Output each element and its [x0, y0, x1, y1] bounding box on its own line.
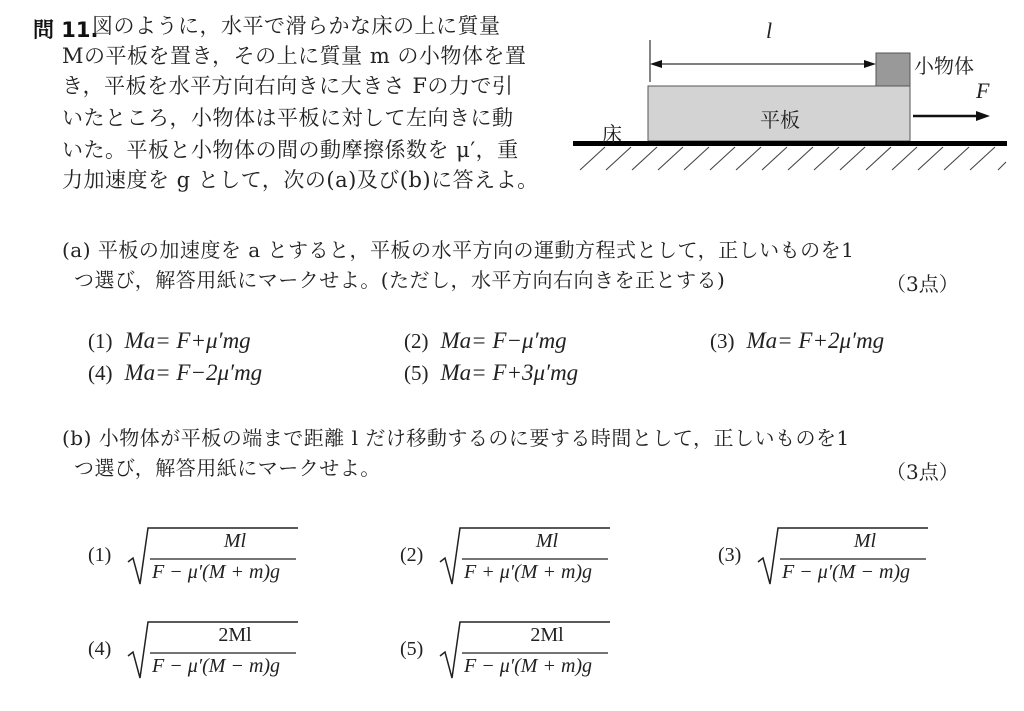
part-a-line-2: つ選び，解答用紙にマークせよ。(ただし，水平方向右向きを正とする): [74, 268, 726, 292]
choice-number: (4): [88, 638, 112, 660]
part-a-choice-2[interactable]: [404, 328, 567, 354]
choice-equation: Ma= F+3μ′mg: [440, 360, 579, 385]
choice-equation: Ma= F−μ′mg: [440, 328, 567, 353]
force-label: F: [976, 78, 990, 103]
choice-number: (2): [404, 329, 429, 353]
fraction-numerator: 2Ml: [530, 624, 564, 646]
part-b-choice-5[interactable]: [400, 618, 630, 688]
fraction-denominator: F − μ′(M + m)g: [152, 561, 281, 583]
floor-label: 床: [602, 122, 622, 146]
board-label: 平板: [760, 108, 800, 132]
part-b-line-1: (b) 小物体が平板の端まで距離 l だけ移動するのに要する時間として，正しいものを1: [62, 426, 850, 450]
choice-number: (1): [88, 329, 113, 353]
part-b-line-2: つ選び，解答用紙にマークせよ。: [74, 456, 381, 480]
intro-line-1: 図のように，水平で滑らかな床の上に質量: [92, 14, 501, 38]
part-a-points: （3点）: [886, 272, 959, 296]
intro-line-5: いた。平板と小物体の間の動摩擦係数を μ′，重: [62, 138, 519, 162]
diagram-drawing: [570, 10, 1020, 190]
intro-line-2: Mの平板を置き，その上に質量 m の小物体を置: [62, 44, 527, 68]
fraction-denominator: F − μ′(M − m)g: [782, 561, 911, 583]
fraction-numerator: 2Ml: [218, 624, 252, 646]
part-a-choice-5[interactable]: [404, 360, 578, 386]
question-number: 問 11.: [33, 18, 99, 42]
choice-number: (3): [710, 329, 735, 353]
choice-equation: Ma= F−2μ′mg: [124, 360, 263, 385]
part-b-points: （3点）: [886, 460, 959, 484]
fraction-numerator: Ml: [853, 530, 877, 552]
choice-number: (1): [88, 544, 112, 566]
fraction-numerator: Ml: [535, 530, 559, 552]
part-b-choice-1[interactable]: [88, 524, 318, 594]
part-a-line-1: (a) 平板の加速度を a とすると，平板の水平方向の運動方程式として，正しいものを1: [62, 238, 855, 262]
choice-number: (5): [404, 361, 429, 385]
fraction-denominator: F − μ′(M + m)g: [464, 655, 593, 677]
length-label: l: [766, 18, 773, 43]
choice-number: (2): [400, 544, 424, 566]
fraction-denominator: F + μ′(M + m)g: [464, 561, 593, 583]
choice-number: (4): [88, 361, 113, 385]
part-b-choice-4[interactable]: [88, 618, 318, 688]
small-block-label: 小物体: [914, 54, 974, 78]
physics-diagram: [570, 10, 1020, 190]
fraction-numerator: Ml: [223, 530, 247, 552]
part-b-choice-3[interactable]: [718, 524, 948, 594]
choice-equation: Ma= F+2μ′mg: [746, 328, 885, 353]
intro-line-6: 力加速度を g として，次の(a)及び(b)に答えよ。: [62, 168, 539, 192]
part-a-choice-4[interactable]: [88, 360, 262, 386]
part-a-choice-3[interactable]: [710, 328, 884, 354]
part-a-choice-1[interactable]: [88, 328, 251, 354]
intro-line-4: いたところ，小物体は平板に対して左向きに動: [62, 106, 514, 130]
intro-line-3: き，平板を水平方向右向きに大きさ Fの力で引: [62, 74, 514, 98]
fraction-denominator: F − μ′(M − m)g: [152, 655, 281, 677]
choice-equation: Ma= F+μ′mg: [124, 328, 251, 353]
choice-number: (3): [718, 544, 742, 566]
choice-number: (5): [400, 638, 424, 660]
part-b-choice-2[interactable]: [400, 524, 630, 594]
